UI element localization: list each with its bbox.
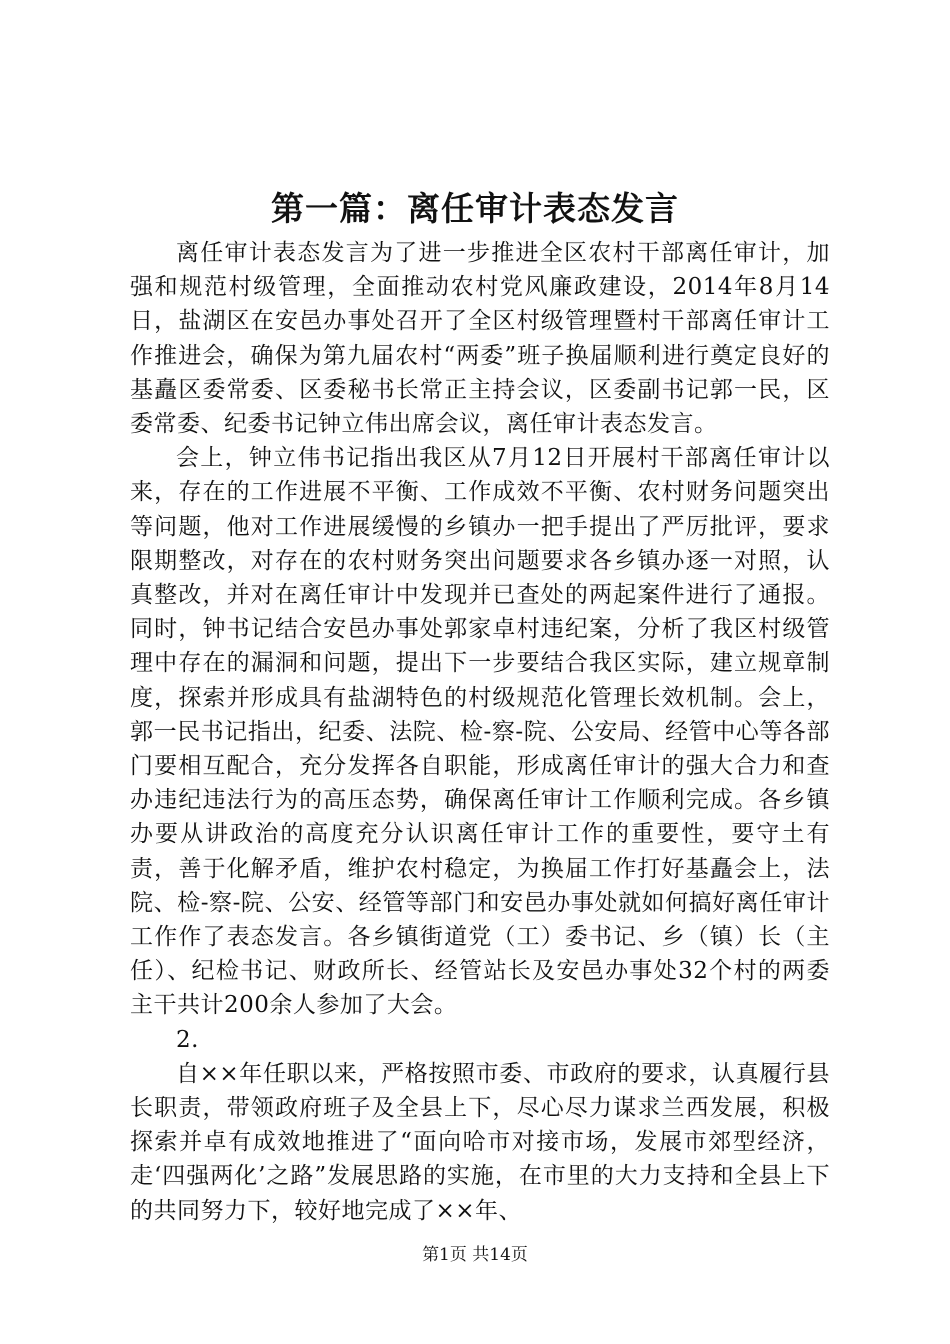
paragraph-county-work: 自××年任职以来，严格按照市委、市政府的要求，认真履行县长职责，带领政府班子及全县上下，尽心尽力谋求兰西发展，积极探索并卓有成效地推进了“面向哈市对接市场，发展市郊型经济，走‘四强两化’之路”发展思路的实施，在市里的大力支持和全县上下的共同努力下，较好地完成了××年、 xyxy=(130,1060,830,1224)
page-number-footer: 第1页 共14页 xyxy=(422,1245,528,1265)
paragraph-meeting: 会上，钟立伟书记指出我区从7月12日开展村干部离任审计以来，存在的工作进展不平衡、工作成效不平衡、农村财务问题突出等问题，他对工作进展缓慢的乡镇办一把手提出了严厉批评，要求限期整改，对存在的农村财务突出问题要求各乡镇办逐一对照，认真整改，并对在离任审计中发现并已查处的两起案件进行了通报。同时，钟书记结合安邑办事处郭家卓村违纪案，分析了我区村级管理中存在的漏洞和问题，提出下一步要结合我区实际，建立规章制度，探索并形成具有盐湖特色的村级规范化管理长效机制。会上，郭一民书记指出，纪委、法院、检-察-院、公安局、经管中心等各部门要相互配合，充分发挥各自职能，形成离任审计的强大合力和查办违纪违法行为的高压态势，确保离任审计工作顺利完成。各乡镇办要从讲政治的高度充分认识离任审计工作的重要性，要守土有责，善于化解矛盾，维护农村稳定，为换届工作打好基矗会上，法院、检-察-院、公安、经管等部门和安邑办事处就如何搞好离任审计工作作了表态发言。各乡镇街道党（工）委书记、乡（镇）长（主任）、纪检书记、财政所长、经管站长及安邑办事处32个村的两委主干共计200余人参加了大会。 xyxy=(130,445,830,1019)
document-body xyxy=(130,236,830,1228)
paragraph-intro: 离任审计表态发言为了进一步推进全区农村干部离任审计，加强和规范村级管理，全面推动农村党风廉政建设，2014年8月14日，盐湖区在安邑办事处召开了全区村级管理暨村干部离任审计工作推进会，确保为第九届农村“两委”班子换届顺利进行奠定良好的基矗区委常委、区委秘书长常正主持会议，区委副书记郭一民，区委常委、纪委书记钟立伟出席会议，离任审计表态发言。 xyxy=(130,240,830,438)
section-number: 2. xyxy=(176,1026,199,1053)
document-title: 第一篇：离任审计表态发言 xyxy=(271,189,679,228)
